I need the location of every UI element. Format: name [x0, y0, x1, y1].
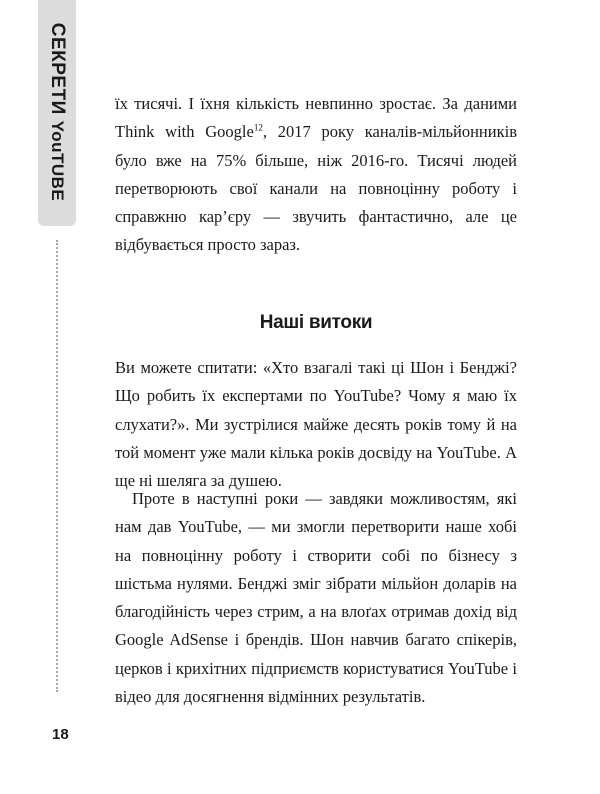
running-header-title-brand: YouTUBE [48, 120, 67, 202]
paragraph-text: Проте в наступні роки — завдяки можливостям, які нам дав YouTube, — ми змогли перетворити наше хобі на повноцінну роботу і створити собі по бізнесу з шістьма нулями. Бенджі зміг зібрати мільйон доларів на благодійність через стрим, а на влоґах отримав дохід від Google AdSense і брендів. Шон навчив багато спікерів, церков і крихітних підприємств користуватися YouTube і відео для досягнення відмінних результатів. [115, 489, 517, 707]
running-header-title-main: СЕКРЕТИ [47, 22, 68, 121]
running-header-title [46, 23, 68, 202]
paragraph-text: Ви можете спитати: «Хто взагалі такі ці Шон і Бенджі? Що робить їх експертами по YouTube? Чому я маю їх слухати?». Ми зустрілися майже десять років тому й на той момент уже мали кілька років досвіду на YouTube. А ще ні шеляга за душею. [115, 358, 517, 491]
body-paragraph [115, 354, 517, 495]
paragraph-text: , 2017 року каналів-мільйонників було вже на 75% більше, ніж 2016-го. Тисячі людей перетворюють свої канали на повноцінну роботу і справжню кар’єру — звучить фантастично, але це відбувається просто зараз. [115, 122, 517, 255]
section-heading: Наші витоки [259, 312, 373, 333]
paragraph-text: їх тисячі. І їхня кількість невпинно зростає. За даними Think with Google [115, 94, 517, 142]
body-paragraph [115, 485, 517, 711]
page-number: 18 [52, 726, 69, 743]
body-paragraph-continued [115, 90, 517, 260]
footnote-reference[interactable]: 12 [253, 122, 263, 133]
margin-dotted-rule [56, 240, 58, 692]
